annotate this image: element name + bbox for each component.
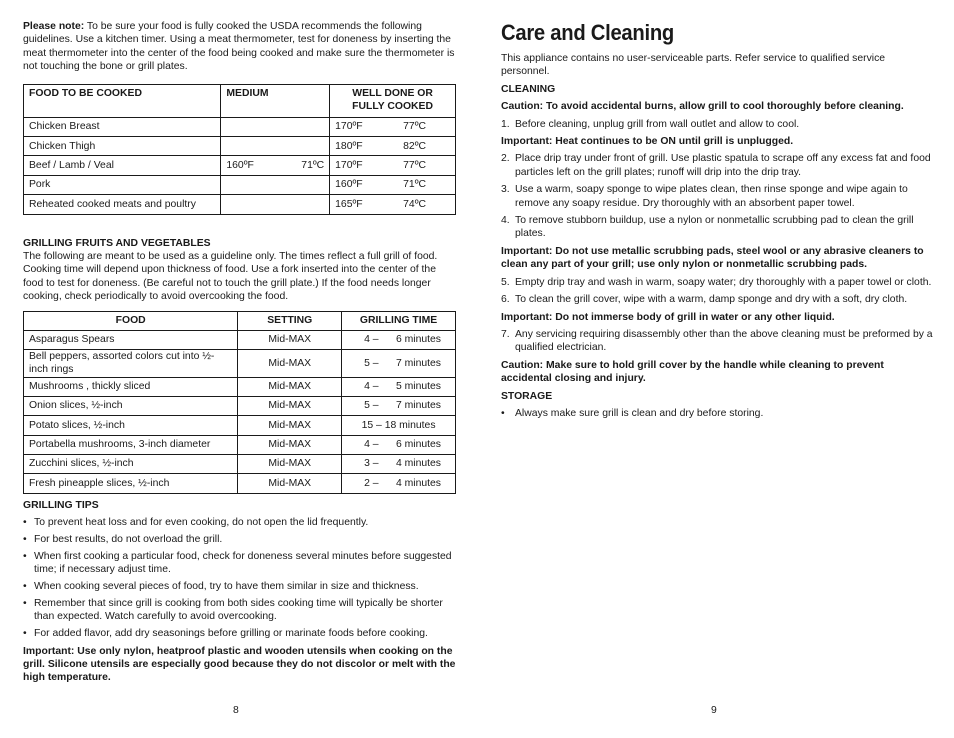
header-medium: MEDIUM xyxy=(221,84,330,117)
food-cell: Portabella mushrooms, 3-inch diameter xyxy=(24,435,238,454)
page-title: Care and Cleaning xyxy=(501,20,675,45)
time-start: 3 – xyxy=(364,458,379,470)
header-grilling-time: GRILLING TIME xyxy=(342,311,456,330)
time-start: 2 – xyxy=(364,477,379,489)
well-done-cell xyxy=(330,117,456,136)
bullet-icon: • xyxy=(23,581,27,593)
list-item xyxy=(23,597,456,624)
header-well-done: WELL DONE OR FULLY COOKED xyxy=(330,84,456,117)
table-row xyxy=(24,435,456,454)
right-page xyxy=(501,20,933,424)
food-cell: Chicken Thigh xyxy=(24,137,221,156)
setting-cell: Mid-MAX xyxy=(238,454,342,473)
time-cell xyxy=(342,435,456,454)
header-food: FOOD TO BE COOKED xyxy=(24,84,221,117)
page-number-left: 8 xyxy=(233,705,239,716)
left-page xyxy=(23,20,456,685)
step-6 xyxy=(501,293,933,306)
grilling-table xyxy=(23,311,456,494)
important-immerse: Important: Do not immerse body of grill in water or any other liquid. xyxy=(501,311,835,323)
food-cell: Beef / Lamb / Veal xyxy=(24,156,221,175)
time-end: 7 minutes xyxy=(395,400,441,412)
food-cell: Chicken Breast xyxy=(24,117,221,136)
table-row xyxy=(24,377,456,396)
list-item xyxy=(23,627,456,640)
table-row xyxy=(24,397,456,416)
important-heat: Important: Heat continues to be ON until grill is unplugged. xyxy=(501,136,794,148)
step-5 xyxy=(501,276,933,289)
medium-cell xyxy=(221,195,330,214)
page-number-right: 9 xyxy=(711,705,717,716)
table-row xyxy=(24,349,456,377)
time-start: 5 – xyxy=(364,400,379,412)
fruits-text: The following are meant to be used as a guideline only. The times reflect a full grill of food. Cooking time will depend upon thickness of food. Use a fork inserted into the center of the food to test for doneness. (Be careful not to touch the grill plate.) If the food needs longer cooking, check periodically to avoid overcooking the food. xyxy=(23,250,438,303)
tip-text: When first cooking a particular food, check for doneness several minutes before suggested time; if necessary adjust time. xyxy=(34,550,452,576)
setting-cell: Mid-MAX xyxy=(238,416,342,435)
food-cell: Onion slices, ½-inch xyxy=(24,397,238,416)
setting-cell: Mid-MAX xyxy=(238,435,342,454)
medium-f: 160ºF xyxy=(226,159,254,171)
step-text: To remove stubborn buildup, use a nylon or nonmetallic scrubbing pad to clean the grill plates. xyxy=(515,215,914,240)
well-f: 165ºF xyxy=(335,198,363,210)
well-c: 77ºC xyxy=(403,121,426,133)
setting-cell: Mid-MAX xyxy=(238,330,342,349)
time-cell xyxy=(342,349,456,377)
step-2 xyxy=(501,152,933,179)
time-end: 6 minutes xyxy=(395,439,441,451)
food-cell: Zucchini slices, ½-inch xyxy=(24,454,238,473)
bullet-icon: • xyxy=(23,533,27,545)
table-row xyxy=(24,175,456,194)
note-text: To be sure your food is fully cooked the USDA recommends the following guidelines. Use a kitchen timer. Using a meat thermometer, test for doneness by inserting the meat thermometer into the center of the food being cooked and make sure the thermometer is not touching the bone or grill plates. xyxy=(23,21,455,73)
storage-heading: STORAGE xyxy=(501,390,553,402)
list-item xyxy=(23,516,456,529)
important-utensils: Important: Use only nylon, heatproof plastic and wooden utensils when cooking on the grill. Silicone utensils are especially good because they do not discolor or melt with the high temperature. xyxy=(23,645,456,684)
step-number: 4. xyxy=(501,215,510,227)
step-number: 7. xyxy=(501,328,510,340)
table-row xyxy=(24,137,456,156)
well-c: 82ºC xyxy=(403,140,426,152)
storage-item xyxy=(501,407,933,420)
step-text: Place drip tray under front of grill. Use plastic spatula to scrape off any excess fat and food particles left on the grill plates; runoff will drip into the drip tray. xyxy=(515,153,931,178)
step-4 xyxy=(501,214,933,241)
food-cell: Fresh pineapple slices, ½-inch xyxy=(24,474,238,493)
well-f: 180ºF xyxy=(335,140,363,152)
tip-text: When cooking several pieces of food, try to have them similar in size and thickness. xyxy=(34,581,419,593)
tips-list xyxy=(23,516,456,641)
tips-heading: GRILLING TIPS xyxy=(23,499,99,511)
food-cell: Pork xyxy=(24,175,221,194)
grill-header-row xyxy=(24,311,456,330)
step-1 xyxy=(501,118,933,131)
time-end: 4 minutes xyxy=(395,458,441,470)
time-end: 6 minutes xyxy=(395,334,441,346)
time-start: 4 – xyxy=(364,439,379,451)
step-number: 6. xyxy=(501,294,510,306)
step-text: Before cleaning, unplug grill from wall outlet and allow to cool. xyxy=(515,118,800,130)
table-row xyxy=(24,416,456,435)
doneness-table xyxy=(23,84,456,215)
setting-cell: Mid-MAX xyxy=(238,397,342,416)
table-row xyxy=(24,195,456,214)
well-c: 71ºC xyxy=(403,179,426,191)
bullet-icon: • xyxy=(23,628,27,640)
food-cell: Reheated cooked meats and poultry xyxy=(24,195,221,214)
caution-cover: Caution: Make sure to hold grill cover by the handle while cleaning to prevent accidental closing and injury. xyxy=(501,359,884,385)
time-end: 5 minutes xyxy=(395,381,441,393)
medium-cell xyxy=(221,117,330,136)
step-text: Use a warm, soapy sponge to wipe plates clean, then rinse sponge and wipe again to remove any soapy residue. Dry thoroughly with an absorbent paper towel. xyxy=(515,184,908,209)
setting-cell: Mid-MAX xyxy=(238,349,342,377)
time-start: 4 – xyxy=(364,334,379,346)
bullet-icon: • xyxy=(23,550,27,562)
food-cell: Asparagus Spears xyxy=(24,330,238,349)
step-text: Any servicing requiring disassembly other than the above cleaning must be preformed by a qualified electrician. xyxy=(515,328,933,354)
note-lead: Please note: xyxy=(23,21,85,32)
table-row xyxy=(24,474,456,493)
step-text: Empty drip tray and wash in warm, soapy water; dry thoroughly with a paper towel or cloth. xyxy=(515,276,932,288)
food-cell: Mushrooms , thickly sliced xyxy=(24,377,238,396)
doneness-header-row xyxy=(24,84,456,117)
tip-text: For best results, do not overload the grill. xyxy=(34,533,223,545)
time-cell xyxy=(342,330,456,349)
list-item xyxy=(23,580,456,593)
bullet-icon: • xyxy=(23,597,27,609)
step-number: 2. xyxy=(501,153,510,165)
well-f: 170ºF xyxy=(335,159,363,171)
important-abrasives: Important: Do not use metallic scrubbing pads, steel wool or any abrasive cleaners to clean any part of your grill; use only nylon or nonmetallic scrubbing pads. xyxy=(501,245,924,271)
step-7 xyxy=(501,328,933,355)
medium-cell xyxy=(221,137,330,156)
tip-text: For added flavor, add dry seasonings before grilling or marinate foods before cooking. xyxy=(34,628,428,640)
cleaning-heading: CLEANING xyxy=(501,83,556,95)
food-cell: Potato slices, ½-inch xyxy=(24,416,238,435)
time-cell xyxy=(342,454,456,473)
time-start: 5 – xyxy=(364,357,379,369)
medium-c: 71ºC xyxy=(301,159,325,171)
usda-note xyxy=(23,20,456,74)
table-row xyxy=(24,454,456,473)
step-number: 1. xyxy=(501,118,510,130)
well-done-cell xyxy=(330,137,456,156)
list-item xyxy=(23,550,456,577)
step-number: 3. xyxy=(501,184,510,196)
time-start: 4 – xyxy=(364,381,379,393)
time-end: 7 minutes xyxy=(395,357,441,369)
time-end: 4 minutes xyxy=(395,477,441,489)
time-range: 15 – 18 minutes xyxy=(361,419,436,431)
setting-cell: Mid-MAX xyxy=(238,474,342,493)
tip-text: To prevent heat loss and for even cooking, do not open the lid frequently. xyxy=(34,516,369,528)
well-c: 77ºC xyxy=(403,159,426,171)
tip-text: Remember that since grill is cooking from both sides cooking time will typically be shorter than expected. Watch carefully to avoid overcooking. xyxy=(34,597,443,623)
header-food: FOOD xyxy=(24,311,238,330)
time-cell xyxy=(342,377,456,396)
fruits-heading: GRILLING FRUITS AND VEGETABLES xyxy=(23,237,211,249)
bullet-icon: • xyxy=(23,516,27,528)
caution-burns: Caution: To avoid accidental burns, allow grill to cool thoroughly before cleaning. xyxy=(501,101,904,113)
storage-text: Always make sure grill is clean and dry before storing. xyxy=(515,407,764,419)
well-f: 160ºF xyxy=(335,179,363,191)
header-setting: SETTING xyxy=(238,311,342,330)
well-done-cell xyxy=(330,175,456,194)
step-text: To clean the grill cover, wipe with a warm, damp sponge and dry with a soft, dry cloth. xyxy=(515,294,908,306)
intro-text: This appliance contains no user-serviceable parts. Refer service to qualified service personnel. xyxy=(501,53,886,78)
step-number: 5. xyxy=(501,276,510,288)
table-row xyxy=(24,156,456,175)
setting-cell: Mid-MAX xyxy=(238,377,342,396)
food-cell: Bell peppers, assorted colors cut into ½-inch rings xyxy=(24,349,238,377)
table-row xyxy=(24,330,456,349)
bullet-icon: • xyxy=(501,407,505,419)
list-item xyxy=(23,533,456,546)
well-done-cell xyxy=(330,156,456,175)
time-cell xyxy=(342,416,456,435)
well-f: 170ºF xyxy=(335,121,363,133)
time-cell xyxy=(342,474,456,493)
medium-cell xyxy=(221,175,330,194)
time-cell xyxy=(342,397,456,416)
medium-cell xyxy=(221,156,330,175)
well-c: 74ºC xyxy=(403,198,426,210)
step-3 xyxy=(501,183,933,210)
well-done-cell xyxy=(330,195,456,214)
table-row xyxy=(24,117,456,136)
